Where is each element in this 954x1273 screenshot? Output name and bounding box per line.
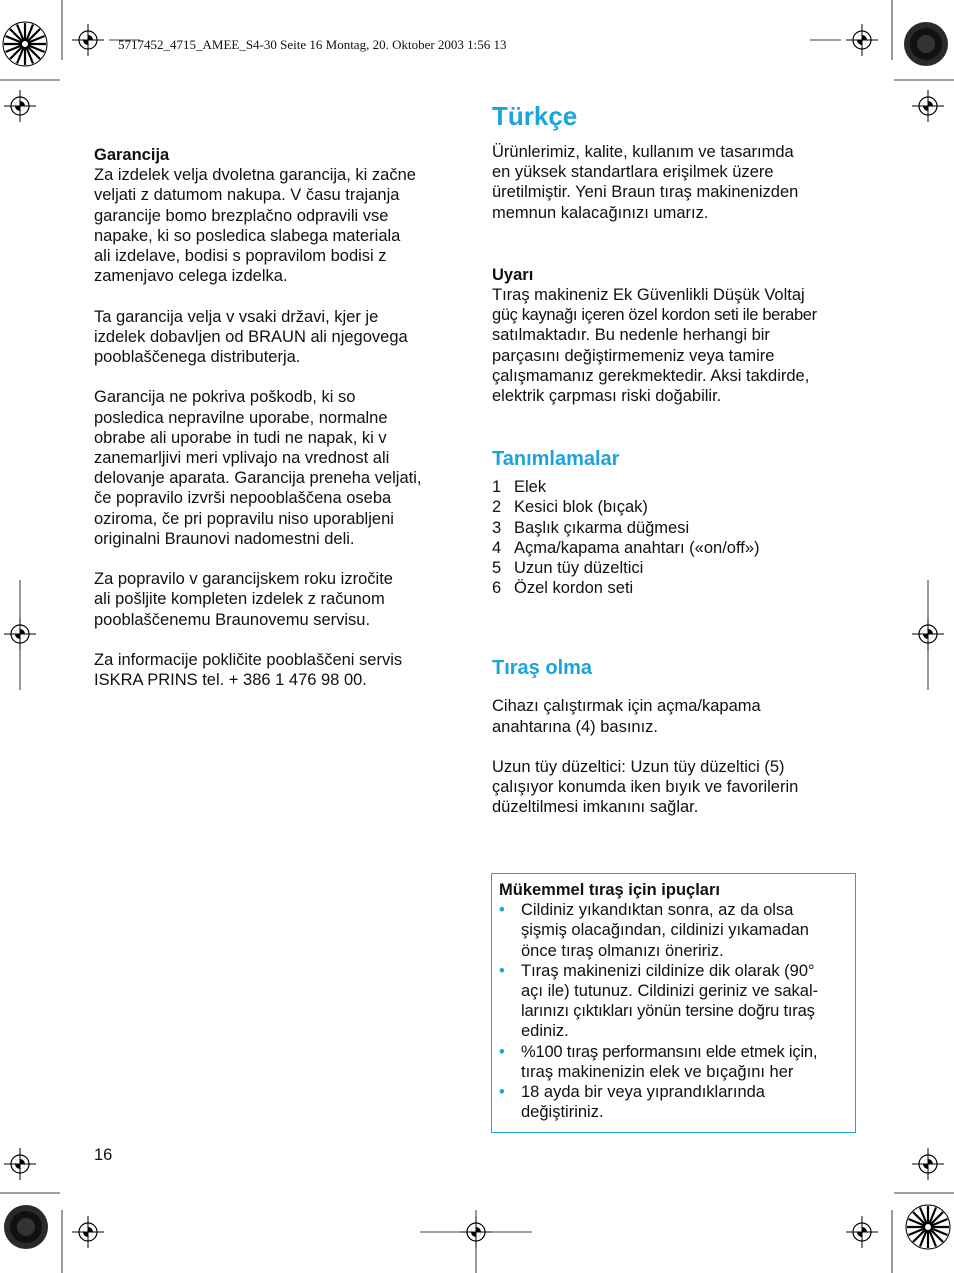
warranty-heading: Garancija — [94, 146, 170, 164]
tips-box — [491, 873, 856, 1133]
warranty-paragraph-2: Ta garancija velja v vsaki državi, kjer je izdelek dobavljen od BRAUN ali njegovega pooblaščenega distributerja. — [94, 307, 408, 367]
bullet-icon: • — [499, 1042, 505, 1061]
print-header: 5717452_4715_AMEE_S4-30 Seite 16 Montag, 20. Oktober 2003 1:56 13 — [118, 37, 507, 52]
bullet-icon: • — [499, 961, 505, 980]
warranty-paragraph-3: Garancija ne pokriva poškodb, ki so posledica nepravilne uporabe, normalne obrabe ali uporabe in tudi ne napak, ki v zanemarljivi meri vplivajo na vrednost ali delovanje aparata. Garancija preneha veljati, če popravilo izvrši nepooblaščena oseba oziroma, če pri popravilu niso uporabljeni originalni Braunovi nadomestni deli. — [94, 388, 422, 548]
bullet-icon: • — [499, 1083, 505, 1102]
shaving-paragraph-1: Cihazı çalıştırmak için açma/kapama anahtarına (4) basınız. — [492, 697, 761, 736]
list-item: 5 Uzun tüy düzeltici — [492, 559, 644, 578]
tip-item: • Tıraş makinenizi cildinize dik olarak (90° açı ile) tutunuz. Cildinizi geriniz ve sakal- larınızı çıktıkları yönün tersine doğru tıraş ediniz. — [499, 961, 819, 1041]
shaving-heading: Tıraş olma — [492, 657, 593, 680]
warning-paragraph: Tıraş makineniz Ek Güvenlikli Düşük Voltaj güç kaynağı içeren özel kordon seti ile beraber satılmaktadır. Bu nedenle herhangi bir parçasını değiştirmemeniz veya tamire çalışmamanız gerekmektedir. Aksi takdirde, elektrik çarpması riski doğabilir. — [492, 286, 817, 406]
shaving-paragraph-2: Uzun tüy düzeltici: Uzun tüy düzeltici (5) çalışıyor konumda iken bıyık ve favorilerin düzeltilmesi imkanını sağlar. — [492, 758, 799, 817]
list-item: 3 Başlık çıkarma düğmesi — [492, 518, 690, 537]
left-column — [94, 145, 464, 690]
list-item: 6 Özel kordon seti — [492, 579, 634, 598]
right-column — [492, 100, 862, 818]
warranty-paragraph-5: Za informacije pokličite pooblaščeni servis ISKRA PRINS tel. + 386 1 476 98 00. — [94, 651, 403, 690]
tip-item: • Cildiniz yıkandıktan sonra, az da olsa şişmiş olacağından, cildinizi yıkamadan önce tıraş olmanızı öneririz. — [499, 901, 809, 960]
tip-item: • 18 ayda bir veya yıprandıklarında değiştiriniz. — [499, 1083, 765, 1122]
list-item: 1 Elek — [492, 478, 547, 497]
tip-item: • %100 tıraş performansını elde etmek için, tıraş makinenizin elek ve bıçağını her — [499, 1042, 818, 1081]
bullet-icon: • — [499, 901, 505, 920]
list-item: 2 Kesici blok (bıçak) — [492, 498, 648, 517]
warranty-paragraph-1: Za izdelek velja dvoletna garancija, ki začne veljati z datumom nakupa. V času trajanja garancije bomo brezplačno odpravili vse napake, ki so posledica slabega materiala ali izdelave, bodisi s popravilom bodisi z zamenjavo celega izdelka. — [94, 166, 416, 286]
warning-heading: Uyarı — [492, 265, 534, 284]
tips-heading: Mükemmel tıraş için ipuçları — [499, 881, 720, 899]
page-number: 16 — [94, 1146, 113, 1164]
descriptions-list — [492, 477, 862, 598]
warranty-paragraph-4: Za popravilo v garancijskem roku izročite ali pošljite kompleten izdelek z računom pooblaščenemu Braunovemu servisu. — [94, 570, 393, 629]
list-item: 4 Açma/kapama anahtarı («on/off») — [492, 538, 760, 557]
descriptions-heading: Tanımlamalar — [492, 448, 620, 471]
intro-paragraph: Ürünlerimiz, kalite, kullanım ve tasarımda en yüksek standartlara erişilmek üzere üretilmiştir. Yeni Braun tıraş makinenizden memnun kalacağınızı umarız. — [492, 143, 799, 222]
language-title: Türkçe — [492, 101, 578, 131]
